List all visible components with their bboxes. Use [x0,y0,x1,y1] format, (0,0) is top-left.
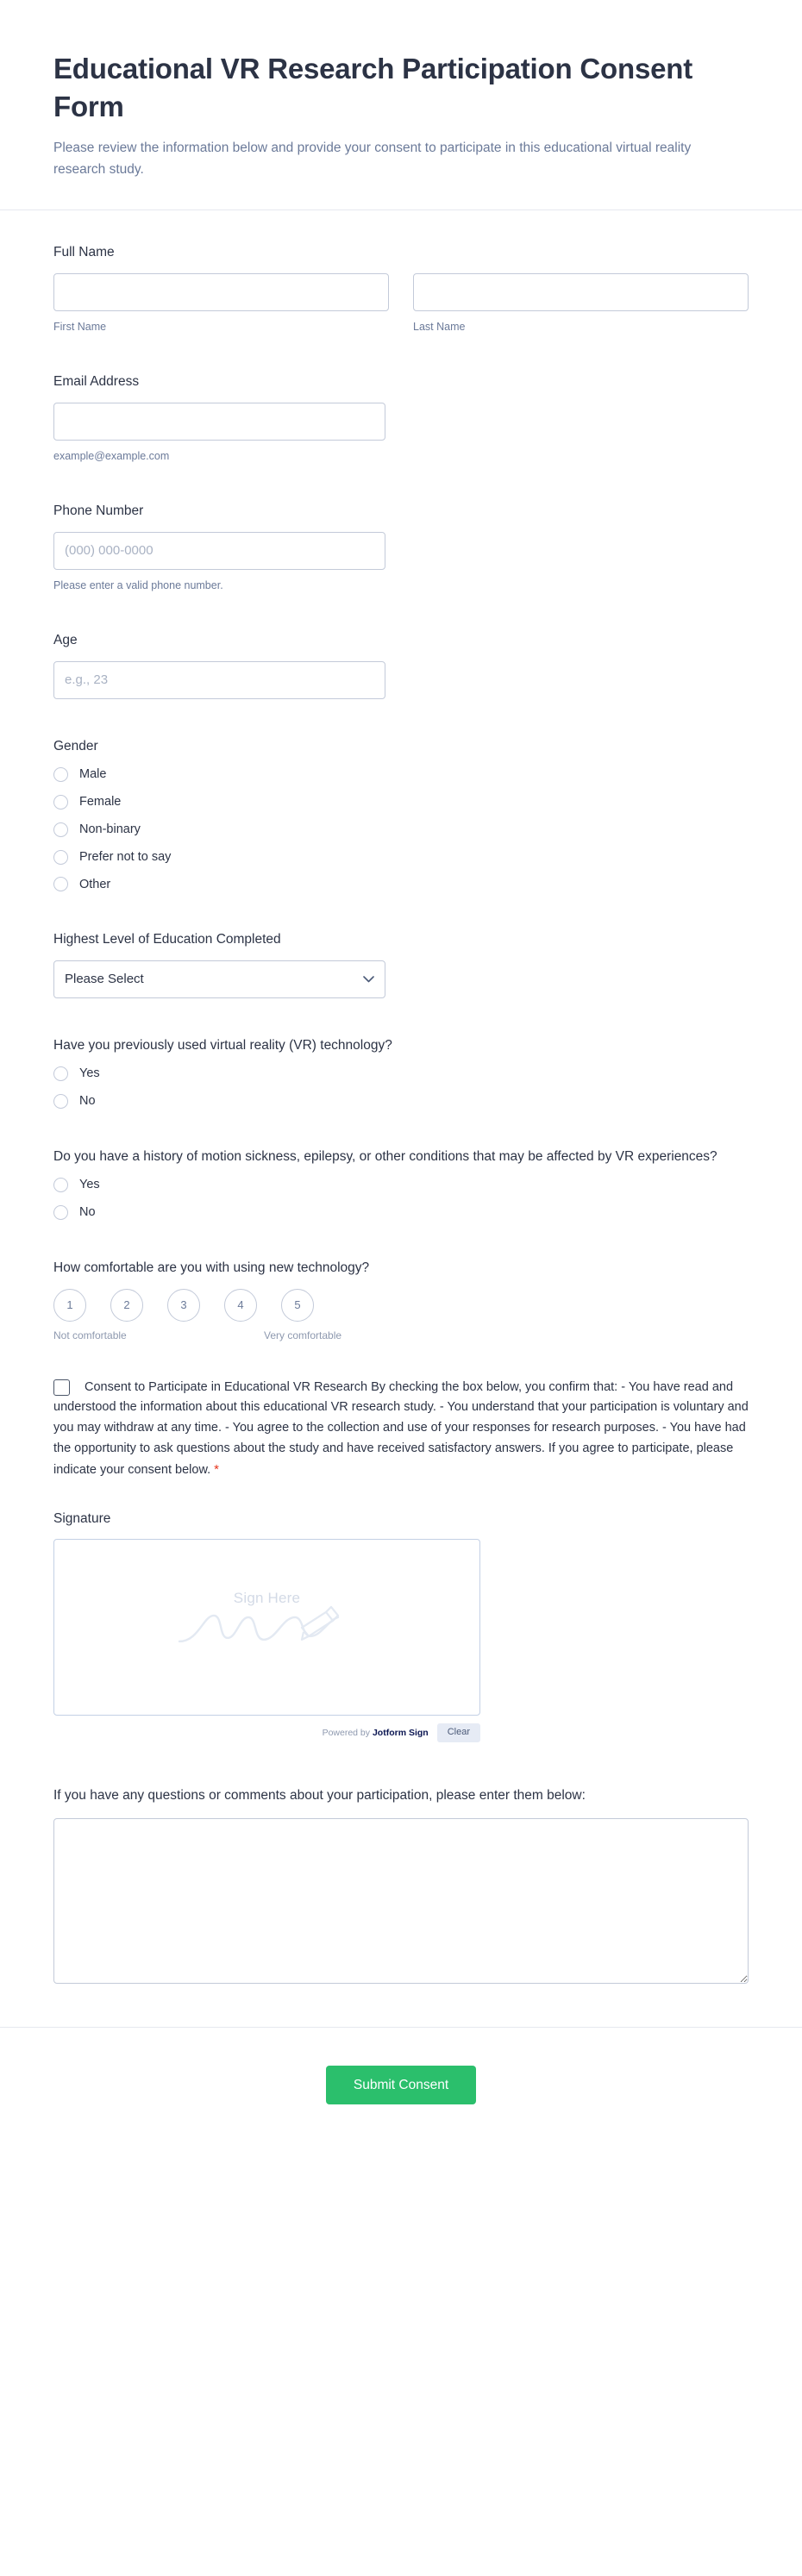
field-education [53,930,749,997]
comfort-scale-row [53,1289,749,1322]
powered-by-prefix: Powered by [322,1728,371,1739]
gender-option-non-binary[interactable] [53,822,749,838]
spacer [53,1773,749,1785]
first-name-col [53,273,389,335]
page-subtitle: Please review the information below and provide your consent to participate in this educational virtual reality research study. [53,141,692,178]
radio-icon[interactable] [53,877,68,891]
spacer [53,725,749,737]
medical-history-radio-group [53,1177,749,1221]
field-signature [53,1511,749,1742]
age-input[interactable] [53,661,385,699]
scale-legend-high: Very comfortable [264,1329,342,1341]
consent-text-wrap [53,1378,749,1481]
education-select-wrap [53,960,385,998]
medical-history-option-label: No [79,1205,96,1220]
powered-by-label [323,1728,429,1738]
form-header [0,0,802,210]
signature-clear-button[interactable]: Clear [437,1723,480,1742]
signature-pad[interactable] [53,1539,480,1716]
education-select[interactable] [53,960,385,998]
signature-placeholder [54,1590,479,1655]
scale-option-5[interactable]: 5 [281,1289,314,1322]
radio-icon[interactable] [53,795,68,810]
spacer [53,360,749,372]
vr-experience-option-yes[interactable] [53,1066,749,1082]
scale-legend-low: Not comfortable [53,1329,127,1341]
phone-input[interactable] [53,532,385,570]
field-comments [53,1785,749,1983]
age-label: Age [53,633,78,648]
last-name-col [413,273,749,335]
form-body [0,210,802,2026]
gender-option-label: Male [79,767,107,782]
spacer [53,1135,749,1147]
scale-option-3[interactable]: 3 [167,1289,200,1322]
medical-history-label: Do you have a history of motion sickness, epilepsy, or other conditions that may be affected by VR experiences? [53,1149,717,1164]
radio-icon[interactable] [53,1178,68,1192]
scale-item [110,1289,143,1322]
spacer [53,918,749,930]
field-vr-experience [53,1036,749,1110]
last-name-sublabel: Last Name [413,320,466,333]
scale-option-2[interactable]: 2 [110,1289,143,1322]
gender-option-female[interactable] [53,794,749,810]
field-email [53,372,749,464]
scale-option-1[interactable]: 1 [53,1289,86,1322]
scale-item [167,1289,200,1322]
last-name-input[interactable] [413,273,749,311]
first-name-input[interactable] [53,273,389,311]
vr-experience-option-label: No [79,1094,96,1109]
vr-experience-label: Have you previously used virtual reality (VR) technology? [53,1037,392,1053]
submit-consent-button[interactable]: Submit Consent [326,2066,476,2105]
radio-icon[interactable] [53,1205,68,1220]
field-consent [53,1378,749,1481]
field-phone [53,502,749,593]
scale-item [53,1289,86,1322]
radio-icon[interactable] [53,850,68,865]
spacer [53,490,749,502]
comments-label: If you have any questions or comments about your participation, please enter them below: [53,1788,586,1804]
spacer [53,619,749,631]
gender-option-label: Female [79,795,122,809]
sign-here-text: Sign Here [233,1589,301,1606]
gender-label: Gender [53,738,98,753]
page-title: Educational VR Research Participation Consent Form [53,53,693,122]
gender-option-male[interactable] [53,766,749,783]
medical-history-option-no[interactable] [53,1204,749,1221]
first-name-sublabel: First Name [53,320,107,333]
email-input[interactable] [53,403,385,441]
phone-label: Phone Number [53,503,144,519]
radio-icon[interactable] [53,767,68,782]
radio-icon[interactable] [53,1094,68,1109]
spacer [53,1247,749,1259]
comfort-scale-legend [53,1329,749,1341]
email-label: Email Address [53,374,140,390]
vr-experience-radio-group [53,1066,749,1110]
jotform-sign-brand: Jotform Sign [372,1728,429,1739]
required-asterisk: * [214,1461,220,1477]
field-gender [53,737,749,893]
gender-option-label: Non-binary [79,822,141,836]
scale-item [281,1289,314,1322]
radio-icon[interactable] [53,1066,68,1081]
medical-history-option-label: Yes [79,1178,100,1192]
scale-option-4[interactable]: 4 [224,1289,257,1322]
vr-experience-option-no[interactable] [53,1093,749,1110]
medical-history-option-yes[interactable] [53,1177,749,1193]
comments-textarea[interactable] [53,1818,749,1984]
full-name-row [53,273,749,335]
gender-option-other[interactable] [53,877,749,893]
form-footer [0,2027,802,2157]
field-medical-history [53,1147,749,1221]
spacer [53,1024,749,1036]
field-comfort-scale [53,1259,749,1341]
vr-experience-option-label: Yes [79,1066,100,1081]
phone-sublabel: Please enter a valid phone number. [53,578,223,591]
signature-label: Signature [53,1511,111,1527]
email-sublabel: example@example.com [53,449,170,462]
field-full-name [53,243,749,335]
consent-text: Consent to Participate in Educational VR Research By checking the box below, you confirm that: - You have read and understood the information about this educational VR research study. - You understand that your participation is voluntary and you may withdraw at any time. - You agree to the collection and use of your responses for research purposes. - You have had the opportunity to ask questions about the study and have received satisfactory answers. If you agree to participate, please indicate your consent below. [53,1379,749,1477]
consent-checkbox[interactable] [53,1379,70,1396]
education-label: Highest Level of Education Completed [53,932,281,947]
scale-item [224,1289,257,1322]
comfort-scale-wrap [53,1289,749,1341]
signature-footer [53,1723,480,1742]
radio-icon[interactable] [53,822,68,837]
comfort-scale-label: How comfortable are you with using new technology? [53,1260,370,1276]
education-selected-value: Please Select [65,972,144,987]
full-name-label: Full Name [53,245,115,260]
gender-radio-group [53,766,749,892]
gender-option-prefer-not-to-say[interactable] [53,849,749,866]
signature-scribble-icon [172,1604,362,1655]
gender-option-label: Prefer not to say [79,849,172,864]
field-age [53,631,749,698]
gender-option-label: Other [79,877,111,891]
